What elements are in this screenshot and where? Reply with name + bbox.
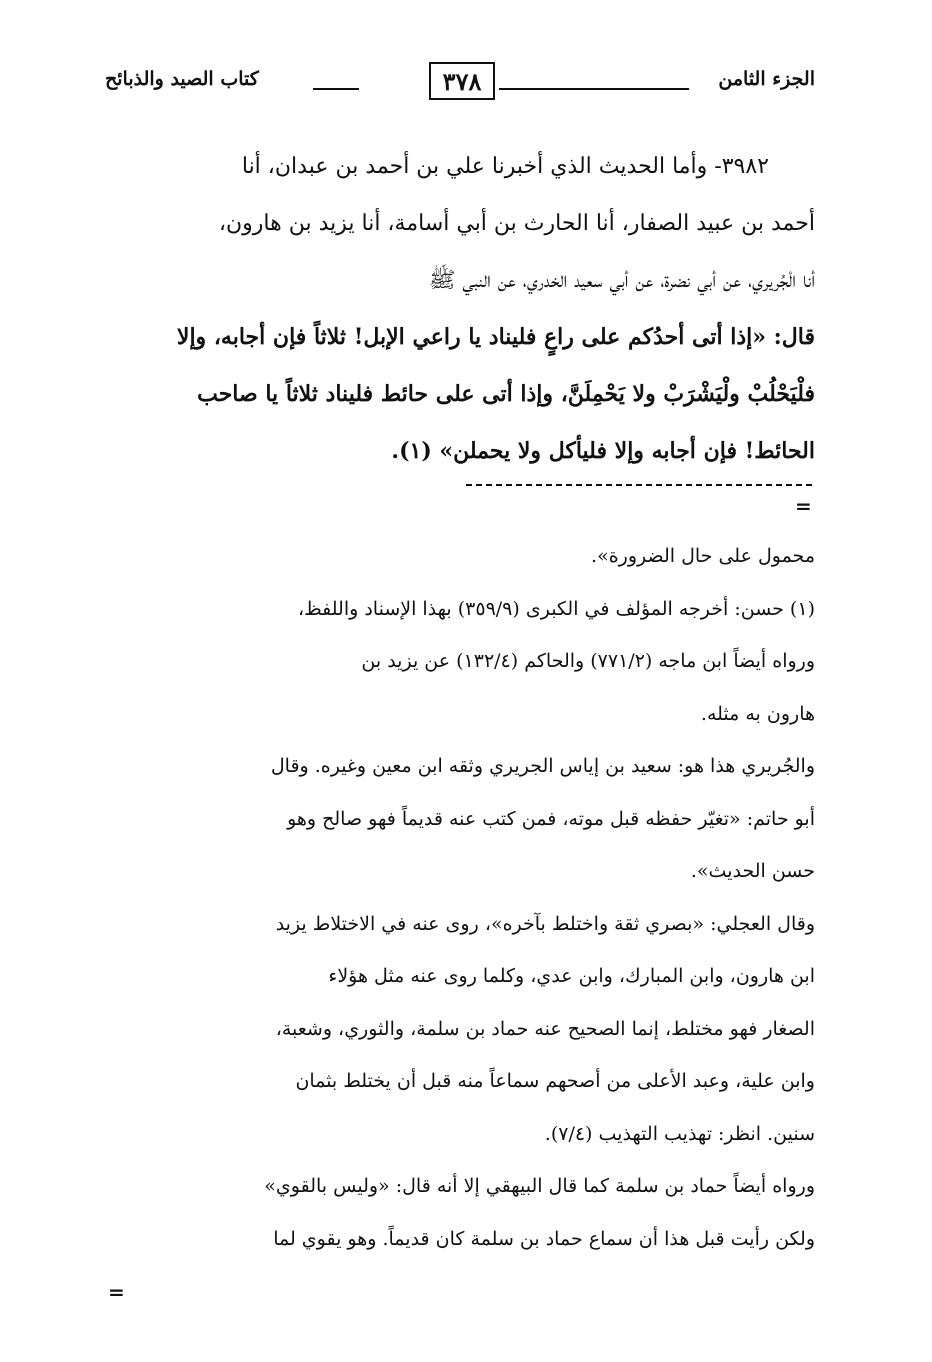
main-text (105, 138, 815, 480)
footnote-line-11: وابن علية، وعبد الأعلى من أصحهم سماعاً منه قبل أن يختلط بثمان (295, 1070, 815, 1092)
footnote-line-10: الصغار فهو مختلط، إنما الصحيح عنه حماد بن سلمة، والثوري، وشعبة، (275, 1017, 815, 1040)
chapter-title: كتاب الصيد والذبائح (105, 68, 259, 90)
volume-label: الجزء الثامن (718, 68, 815, 90)
continuation-mark-top: = (795, 494, 812, 518)
main-line-3: أنا الْجُريري، عن أبي نضرة، عن أبي سعيد الخدري، عن النبي ﷺ (428, 268, 815, 293)
footnote-line-7: حسن الحديث». (690, 860, 815, 882)
footnotes (105, 530, 815, 1265)
footnote-line-3: ورواه أيضاً ابن ماجه (٧٧١/٢) والحاكم (١٣٢/٤) عن يزيد بن (361, 650, 815, 672)
header-rule-right (499, 88, 689, 90)
header-rule-left (313, 88, 359, 90)
main-line-2: أحمد بن عبيد الصفار، أنا الحارث بن أبي أسامة، أنا يزيد بن هارون، (218, 211, 815, 236)
continuation-mark-bottom: = (108, 1280, 125, 1304)
main-line-6: الحائط! فإن أجابه وإلا فليأكل ولا يحملن» (١). (391, 438, 815, 464)
footnote-line-13: ورواه أيضاً حماد بن سلمة كما قال البيهقي إلا أنه قال: «وليس بالقوي» (264, 1175, 815, 1197)
footnote-separator (466, 484, 812, 486)
footnote-line-8: وقال العجلي: «بصري ثقة واختلط بآخره»، روى عنه في الاختلاط يزيد (275, 912, 815, 935)
footnote-line-14: ولكن رأيت قبل هذا أن سماع حماد بن سلمة كان قديماً. وهو يقوي لما (273, 1227, 815, 1250)
running-header (105, 62, 815, 112)
page-number-text: ٣٧٨ (442, 66, 482, 96)
footnote-line-2: (١) حسن: أخرجه المؤلف في الكبرى (٣٥٩/٩) بهذا الإسناد واللفظ، (297, 597, 815, 620)
footnote-line-1: محمول على حال الضرورة». (591, 545, 815, 567)
footnote-line-4: هارون به مثله. (700, 702, 815, 725)
main-line-5: فلْيَحْلُبْ ولْيَشْرَبْ ولا يَحْمِلَنَّ، وإذا أتى على حائط فليناد ثلاثاً يا صاحب (197, 381, 815, 407)
footnote-line-5: والجُريري هذا هو: سعيد بن إياس الجريري وثقه ابن معين وغيره. وقال (270, 755, 815, 777)
footnote-line-12: سنين. انظر: تهذيب التهذيب (٧/٤). (544, 1122, 815, 1145)
footnote-line-9: ابن هارون، وابن المبارك، وابن عدي، وكلما روى عنه مثل هؤلاء (328, 965, 815, 987)
main-line-4: قال: «إذا أتى أحدُكم على راعٍ فليناد يا راعي الإبل! ثلاثاً فإن أجابه، وإلا (176, 324, 815, 350)
main-line-1: ٣٩٨٢- وأما الحديث الذي أخبرنا علي بن أحمد بن عبدان، أنا (241, 154, 769, 179)
footnote-line-6: أبو حاتم: «تغيّر حفظه قبل موته، فمن كتب عنه قديماً فهو صالح وهو (287, 807, 815, 830)
page-number (429, 62, 495, 100)
